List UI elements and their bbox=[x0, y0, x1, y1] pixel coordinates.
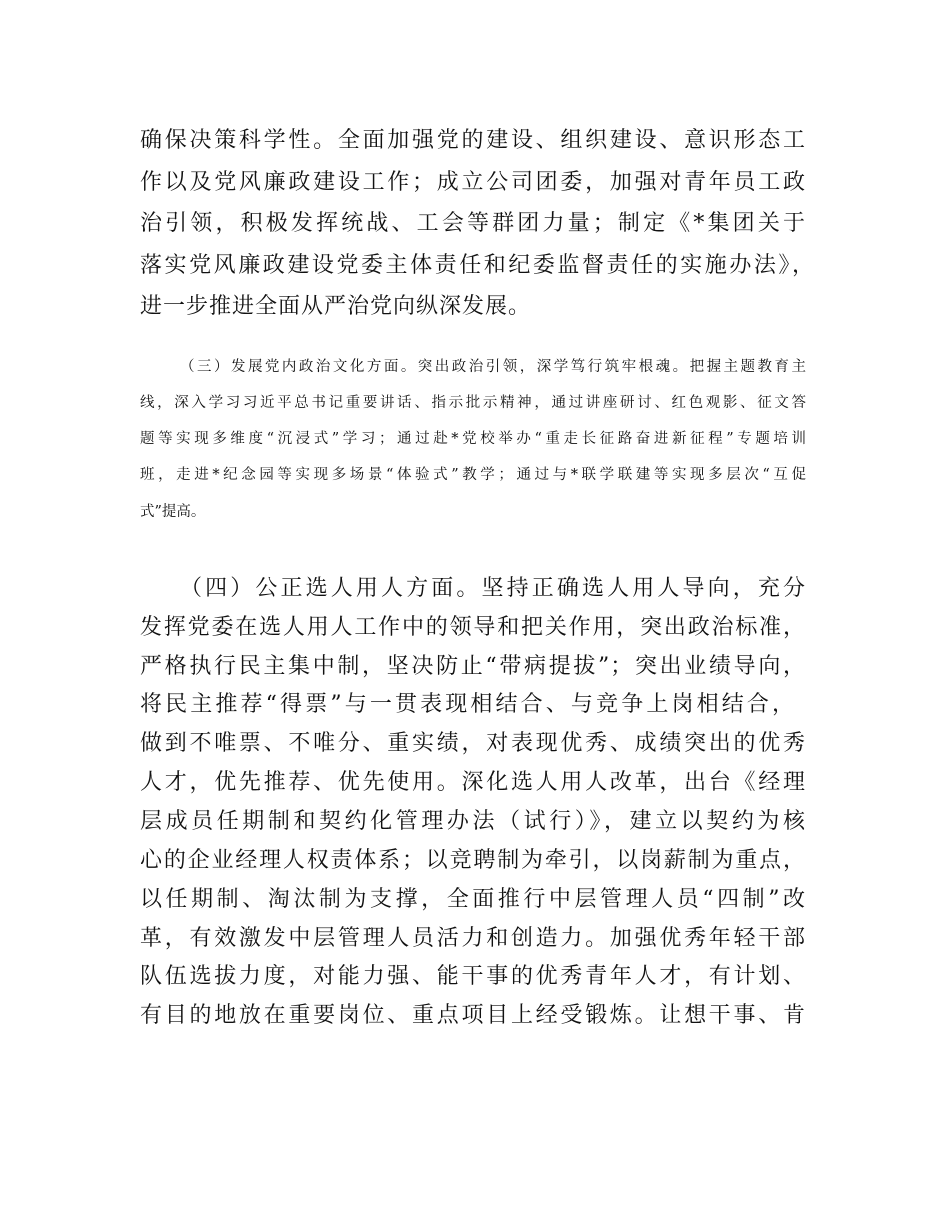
text-line: 作以及党风廉政建设工作；成立公司团委，加强对青年员工政 bbox=[140, 170, 806, 195]
text-line: 革，有效激发中层管理人员活力和创造力。加强优秀年轻干部 bbox=[140, 926, 806, 951]
text-line: 严格执行民主集中制，坚决防止“带病提拔”；突出业绩导向， bbox=[140, 654, 806, 679]
text-line: 落实党风廉政建设党委主体责任和纪委监督责任的实施办法》， bbox=[140, 253, 815, 278]
text-line: 题等实现多维度“沉浸式”学习；通过赴*党校举办“重走长征路奋进新征程”专题培训 bbox=[140, 431, 806, 447]
text-line: 将民主推荐“得票”与一贯表现相结合、与竞争上岗相结合， bbox=[140, 692, 795, 717]
text-line: 层成员任期制和契约化管理办法（试行）》，建立以契约为核 bbox=[140, 809, 806, 834]
text-line: 队伍选拔力度，对能力强、能干事的优秀青年人才，有计划、 bbox=[140, 964, 806, 989]
text-line: 有目的地放在重要岗位、重点项目上经受锻炼。让想干事、肯 bbox=[140, 1003, 806, 1028]
text-line: 进一步推进全面从严治党向纵深发展。 bbox=[140, 294, 532, 319]
text-line: （四）公正选人用人方面。坚持正确选人用人导向，充分 bbox=[180, 576, 806, 601]
text-line: 治引领，积极发挥统战、工会等群团力量；制定《*集团关于 bbox=[140, 211, 806, 236]
text-line: 以任期制、淘汰制为支撑，全面推行中层管理人员“四制”改 bbox=[140, 887, 806, 912]
text-line: 心的企业经理人权责体系；以竞聘制为牵引，以岗薪制为重点， bbox=[140, 848, 806, 873]
text-line: 班，走进*纪念园等实现多场景“体验式”教学；通过与*联学联建等实现多层次“互促 bbox=[140, 467, 806, 483]
text-line: 人才，优先推荐、优先使用。深化选人用人改革，出台《经理 bbox=[140, 770, 806, 795]
text-line: 做到不唯票、不唯分、重实绩，对表现优秀、成绩突出的优秀 bbox=[140, 731, 806, 756]
text-line: （三）发展党内政治文化方面。突出政治引领，深学笃行筑牢根魂。把握主题教育主 bbox=[180, 359, 806, 375]
text-line: 确保决策科学性。全面加强党的建设、组织建设、意识形态工 bbox=[140, 128, 806, 153]
text-line: 发挥党委在选人用人工作中的领导和把关作用，突出政治标准， bbox=[140, 615, 806, 640]
text-line: 线，深入学习习近平总书记重要讲话、指示批示精神，通过讲座研讨、红色观影、征文答 bbox=[140, 395, 806, 411]
text-line: 式”提高。 bbox=[140, 504, 206, 520]
